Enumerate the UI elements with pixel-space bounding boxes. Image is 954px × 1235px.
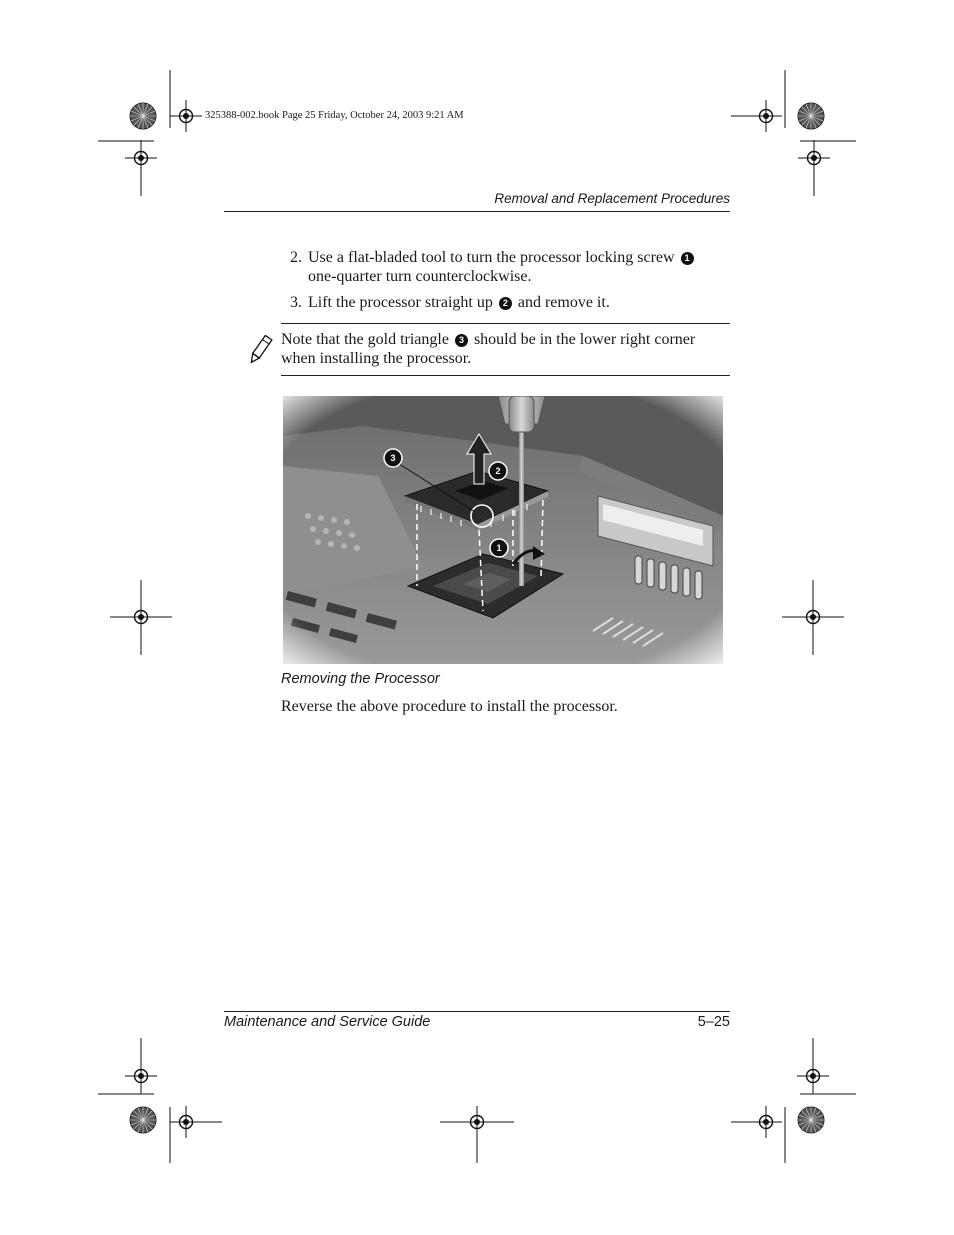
callout-1-icon: 1 [681,252,694,265]
note-block [281,330,731,368]
book-info-line: 325388-002.book Page 25 Friday, October 24, 2003 9:21 AM [205,110,464,121]
footer-rule [224,1011,730,1012]
header-section-title: Removal and Replacement Procedures [494,191,730,206]
processor-removal-illustration [283,396,723,664]
pencil-note-icon [244,335,276,365]
step-2 [290,248,730,286]
step-3 [290,293,730,312]
note-text: Note that the gold triangle [281,331,449,348]
note-text-end: should be in the lower right corner when installing the processor. [281,331,696,367]
step-text-end: and remove it. [517,294,610,311]
body-paragraph: Reverse the above procedure to install the processor. [281,698,618,715]
footer-guide-title: Maintenance and Service Guide [224,1014,431,1030]
note-bottom-rule [281,375,730,376]
footer-page-number: 5–25 [697,1014,730,1030]
note-top-rule [281,323,730,324]
step-text: Use a flat-bladed tool to turn the processor locking screw [308,249,675,266]
figure-caption: Removing the Processor [281,671,440,687]
callout-2-icon: 2 [499,297,512,310]
step-number: 2. [290,249,302,266]
step-text: Lift the processor straight up [308,294,493,311]
header-rule [224,211,730,212]
callout-3-icon: 3 [455,334,468,347]
step-number: 3. [290,294,302,311]
step-text-continued: one-quarter turn counterclockwise. [308,268,532,285]
